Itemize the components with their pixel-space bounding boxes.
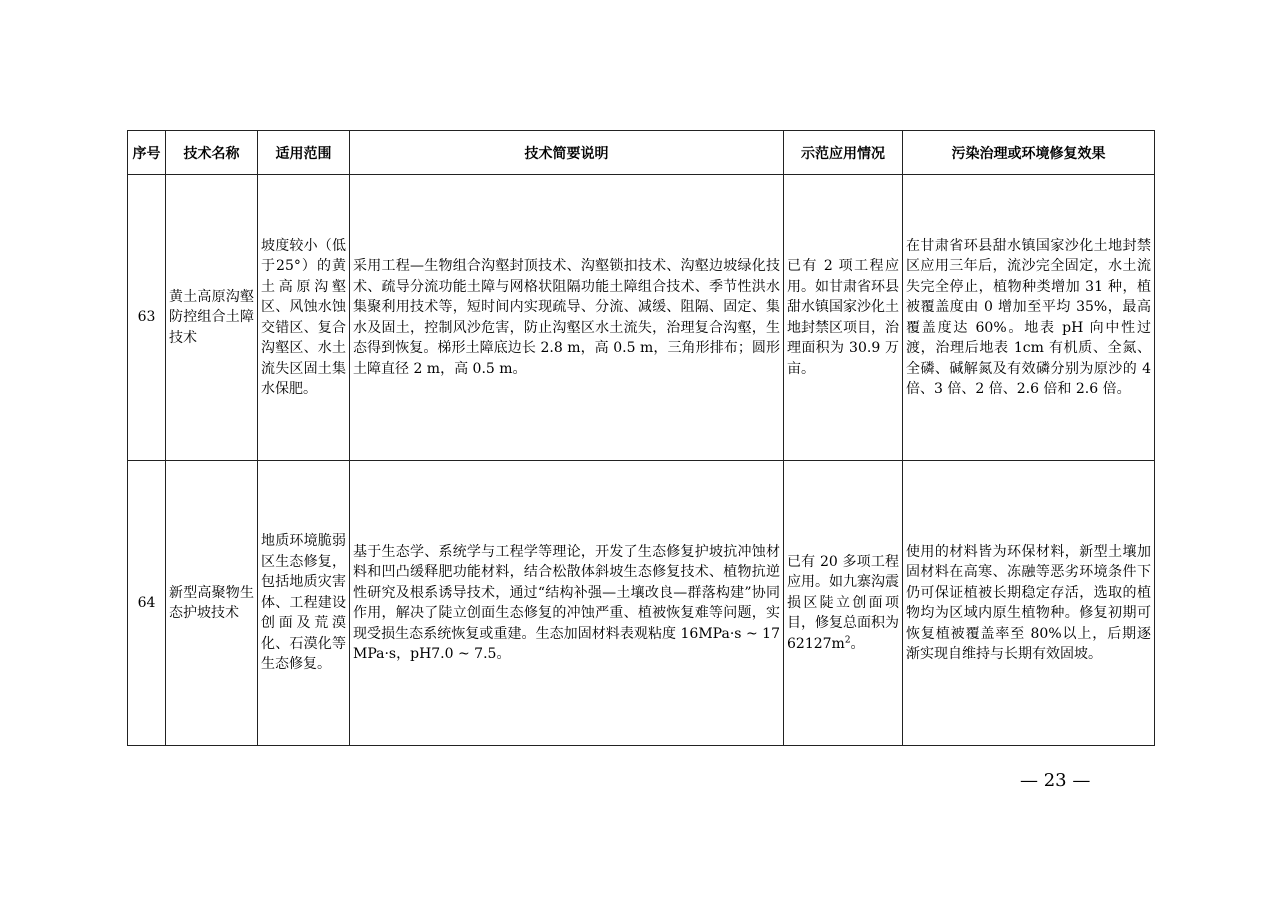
row-application	[784, 461, 903, 746]
header-description: 技术简要说明	[350, 131, 784, 175]
row-effect: 使用的材料皆为环保材料，新型土壤加固材料在高寒、冻融等恶劣环境条件下仍可保证植被长期稳定存活，选取的植物均为区域内原生植物种。修复初期可恢复植被覆盖率至 80%以上，后期逐渐实现自维持与长期有效固坡。	[903, 461, 1155, 746]
row-application: 已有 2 项工程应用。如甘肃省环县甜水镇国家沙化土地封禁区项目，治理面积为 30.9 万亩。	[784, 175, 903, 461]
row-number: 63	[128, 175, 166, 461]
header-application: 示范应用情况	[784, 131, 903, 175]
area-unit-superscript: 2	[844, 635, 851, 646]
row-description: 采用工程—生物组合沟壑封顶技术、沟壑锁扣技术、沟壑边坡绿化技术、疏导分流功能土障与网格状阻隔功能土障组合技术、季节性洪水集聚利用技术等，短时间内实现疏导、分流、减缓、阻隔、固定、集水及固土，控制风沙危害，防止沟壑区水土流失，治理复合沟壑，生态得到恢复。梯形土障底边长 2.8 m，高 0.5 m，三角形排布；圆形土障直径 2 m，高 0.5 m。	[350, 175, 784, 461]
header-effect: 污染治理或环境修复效果	[903, 131, 1155, 175]
technology-table	[127, 130, 1155, 746]
row-description: 基于生态学、系统学与工程学等理论，开发了生态修复护坡抗冲蚀材料和凹凸缓释肥功能材料，结合松散体斜坡生态修复技术、植物抗逆性研究及根系诱导技术，通过“结构补强—土壤改良—群落构建”协同作用，解决了陡立创面生态修复的冲蚀严重、植被恢复难等问题，实现受损生态系统恢复或重建。生态加固材料表观粘度 16MPa·s ~ 17MPa·s，pH7.0 ~ 7.5。	[350, 461, 784, 746]
table-header-row	[128, 131, 1155, 175]
header-tech-name: 技术名称	[166, 131, 258, 175]
application-end: 。	[850, 635, 865, 652]
table-row	[128, 175, 1155, 461]
row-scope: 地质环境脆弱区生态修复，包括地质灾害体、工程建设创面及荒漠化、石漠化等生态修复。	[258, 461, 350, 746]
header-number: 序号	[128, 131, 166, 175]
application-text: 已有 20 多项工程应用。如九寨沟震损区陡立创面项目，修复总面积为 62127m	[787, 553, 899, 652]
row-effect: 在甘肃省环县甜水镇国家沙化土地封禁区应用三年后，流沙完全固定，水土流失完全停止，植物种类增加 31 种，植被覆盖度由 0 增加至平均 35%，最高覆盖度达 60%。地表 pH 向中性过渡，治理后地表 1cm 有机质、全氮、全磷、碱解氮及有效磷分别为原沙的 4 倍、3 倍、2 倍、2.6 倍和 2.6 倍。	[903, 175, 1155, 461]
row-scope: 坡度较小（低于25°）的黄土高原沟壑区、风蚀水蚀交错区、复合沟壑区、水土流失区固土集水保肥。	[258, 175, 350, 461]
row-number: 64	[128, 461, 166, 746]
row-tech-name: 黄土高原沟壑防控组合土障技术	[166, 175, 258, 461]
row-tech-name: 新型高聚物生态护坡技术	[166, 461, 258, 746]
table-row	[128, 461, 1155, 746]
page-number: — 23 —	[1020, 770, 1091, 791]
header-scope: 适用范围	[258, 131, 350, 175]
